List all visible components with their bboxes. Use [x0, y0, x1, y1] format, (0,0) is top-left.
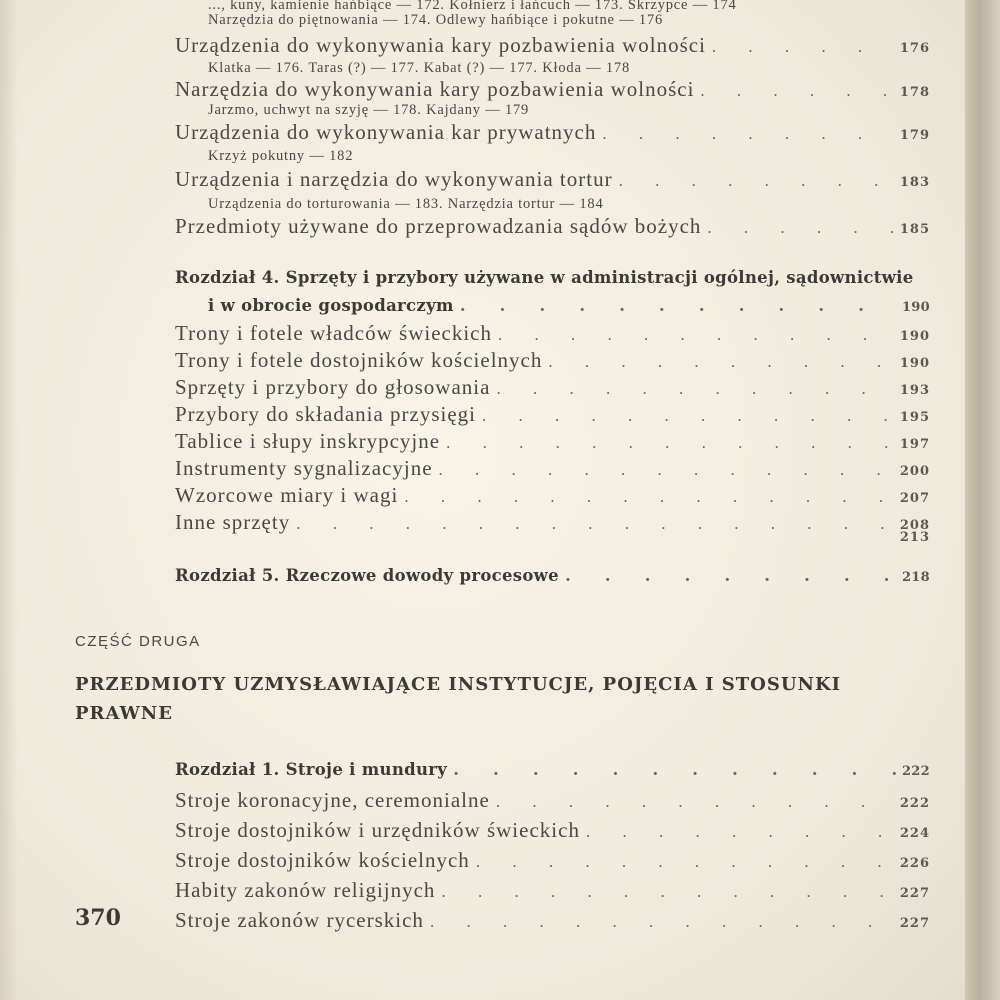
toc-entry-title: Stroje dostojników i urzędników świeckich [175, 818, 580, 842]
toc-entry [175, 788, 930, 813]
toc-entry-title: Trony i fotele dostojników kościelnych [175, 348, 543, 372]
chapter-page: 190 [901, 300, 930, 315]
toc-entry-page: 227 [899, 886, 930, 901]
chapter-heading [175, 268, 930, 287]
page-number: 370 [75, 905, 121, 931]
toc-entry-title: Stroje koronacyjne, ceremonialne [175, 788, 490, 812]
toc-entry-page: 179 [899, 128, 930, 143]
chapter-heading-continued [208, 296, 930, 316]
chapter-heading [175, 566, 930, 586]
toc-entry-page: 176 [899, 41, 930, 56]
leader-dots [707, 218, 893, 238]
toc-entry-title: Narzędzia do wykonywania kary pozbawienia wolności [175, 77, 695, 101]
toc-entry-title: Trony i fotele władców świeckich [175, 321, 492, 345]
toc-entry-title: Stroje zakonów rycerskich [175, 908, 424, 932]
chapter-page: 222 [901, 764, 930, 779]
leader-dots [548, 352, 893, 372]
toc-entry [175, 77, 930, 102]
toc-entry [175, 214, 930, 239]
leader-dots [496, 792, 894, 812]
toc-entry-title: Instrumenty sygnalizacyjne [175, 456, 433, 480]
part-title: PRZEDMIOTY UZMYSŁAWIAJĄCE INSTYTUCJE, POJĘCIA I STOSUNKI PRAWNE [75, 674, 842, 724]
toc-entry [175, 167, 930, 192]
toc-entry-title: Urządzenia i narzędzia do wykonywania tortur [175, 167, 613, 191]
leader-dots [565, 566, 896, 586]
toc-entry-title: Sprzęty i przybory do głosowania [175, 375, 491, 399]
toc-entry-page: 207 [899, 491, 930, 506]
toc-entry [175, 321, 930, 346]
toc-entry-title: Tablice i słupy inskrypcyjne [175, 429, 441, 453]
leader-dots [498, 325, 894, 345]
toc-subentry-text: ..., kuny, kamienie hańbiące — 172. Kołnierz i łańcuch — 173. Skrzypce — 174 [208, 0, 737, 13]
toc-entry-title: Wzorcowe miary i wagi [175, 483, 399, 507]
toc-subentry-text: Narzędzia do piętnowania — 174. Odlewy hańbiące i pokutne — 176 [208, 12, 664, 28]
chapter-heading [175, 760, 930, 780]
toc-entry-page: 195 [899, 410, 930, 425]
leader-dots [602, 124, 894, 144]
chapter-title: Rozdział 1. Stroje i mundury [175, 760, 448, 779]
toc-entry [175, 878, 930, 903]
leader-dots [441, 882, 893, 902]
toc-entry [175, 375, 930, 400]
toc-entry-title: Przedmioty używane do przeprowadzania sądów bożych [175, 214, 702, 238]
toc-entry-page: 224 [899, 826, 930, 841]
toc-entry [175, 348, 930, 373]
chapter-page: 218 [901, 570, 930, 585]
toc-entry [175, 848, 930, 873]
toc-entry-page: 185 [899, 222, 930, 237]
toc-entry-title: Inne sprzęty [175, 510, 291, 534]
toc-entry-title: Urządzenia do wykonywania kary pozbawienia wolności [175, 33, 706, 57]
leader-dots [496, 379, 893, 399]
toc-entry-title: Urządzenia do wykonywania kar prywatnych [175, 120, 597, 144]
toc-subentry [208, 148, 930, 165]
toc-entry-page: 208 [899, 518, 930, 533]
chapter-title: i w obrocie gospodarczym [208, 296, 454, 315]
toc-subentry-text: Jarzmo, uchwyt na szyję — 178. Kajdany — 179 [208, 102, 530, 118]
toc-subentry [208, 60, 930, 77]
chapter-title: Rozdział 4. Sprzęty i przybory używane w administracji ogólnej, sądownictwie [175, 268, 914, 287]
toc-entry-page: 190 [899, 329, 930, 344]
toc-entry-title: Stroje dostojników kościelnych [175, 848, 470, 872]
leader-dots [430, 912, 894, 932]
toc-entry-page: 200 [899, 464, 930, 479]
toc-subentry [208, 196, 930, 213]
toc-subentry [208, 12, 930, 29]
toc-entry [175, 483, 930, 508]
page-gutter-shadow [0, 0, 18, 1000]
toc-entry-page: 197 [899, 437, 930, 452]
adjacent-page-edge [965, 0, 1000, 1000]
toc-subentry-text: Klatka — 176. Taras (?) — 177. Kabat (?) — 177. Kłoda — 178 [208, 60, 631, 76]
leader-dots [700, 81, 893, 101]
leader-dots [619, 171, 894, 191]
toc-subentry [208, 102, 930, 119]
part-label: CZĘŚĆ DRUGA [75, 633, 201, 650]
chapter-title: Rozdział 5. Rzeczowe dowody procesowe [175, 566, 559, 585]
toc-entry-page: 193 [899, 383, 930, 398]
toc-entry [175, 120, 930, 145]
leader-dots [460, 296, 896, 316]
toc-entry-page: 213 [899, 530, 930, 545]
leader-dots [404, 487, 894, 507]
toc-subentry-text: Krzyż pokutny — 182 [208, 148, 354, 164]
toc-entry-page: 178 [899, 85, 930, 100]
leader-dots [586, 822, 894, 842]
toc-entry [175, 456, 930, 481]
leader-dots [439, 460, 894, 480]
leader-dots [446, 433, 894, 453]
toc-entry [175, 818, 930, 843]
leader-dots [712, 37, 894, 57]
toc-page-only [175, 530, 930, 545]
toc-entry [175, 429, 930, 454]
toc-entry [175, 402, 930, 427]
leader-dots [482, 406, 894, 426]
toc-entry-page: 226 [899, 856, 930, 871]
toc-entry-title: Przybory do składania przysięgi [175, 402, 477, 426]
toc-entry [175, 908, 930, 933]
toc-entry-page: 222 [899, 796, 930, 811]
leader-dots [453, 760, 896, 780]
leader-dots [476, 852, 894, 872]
toc-entry-page: 190 [899, 356, 930, 371]
toc-entry-page: 183 [899, 175, 930, 190]
toc-subentry-text: Urządzenia do torturowania — 183. Narzędzia tortur — 184 [208, 196, 604, 212]
toc-entry [175, 33, 930, 58]
toc-entry-title: Habity zakonów religijnych [175, 878, 436, 902]
toc-entry-page: 227 [899, 916, 930, 931]
